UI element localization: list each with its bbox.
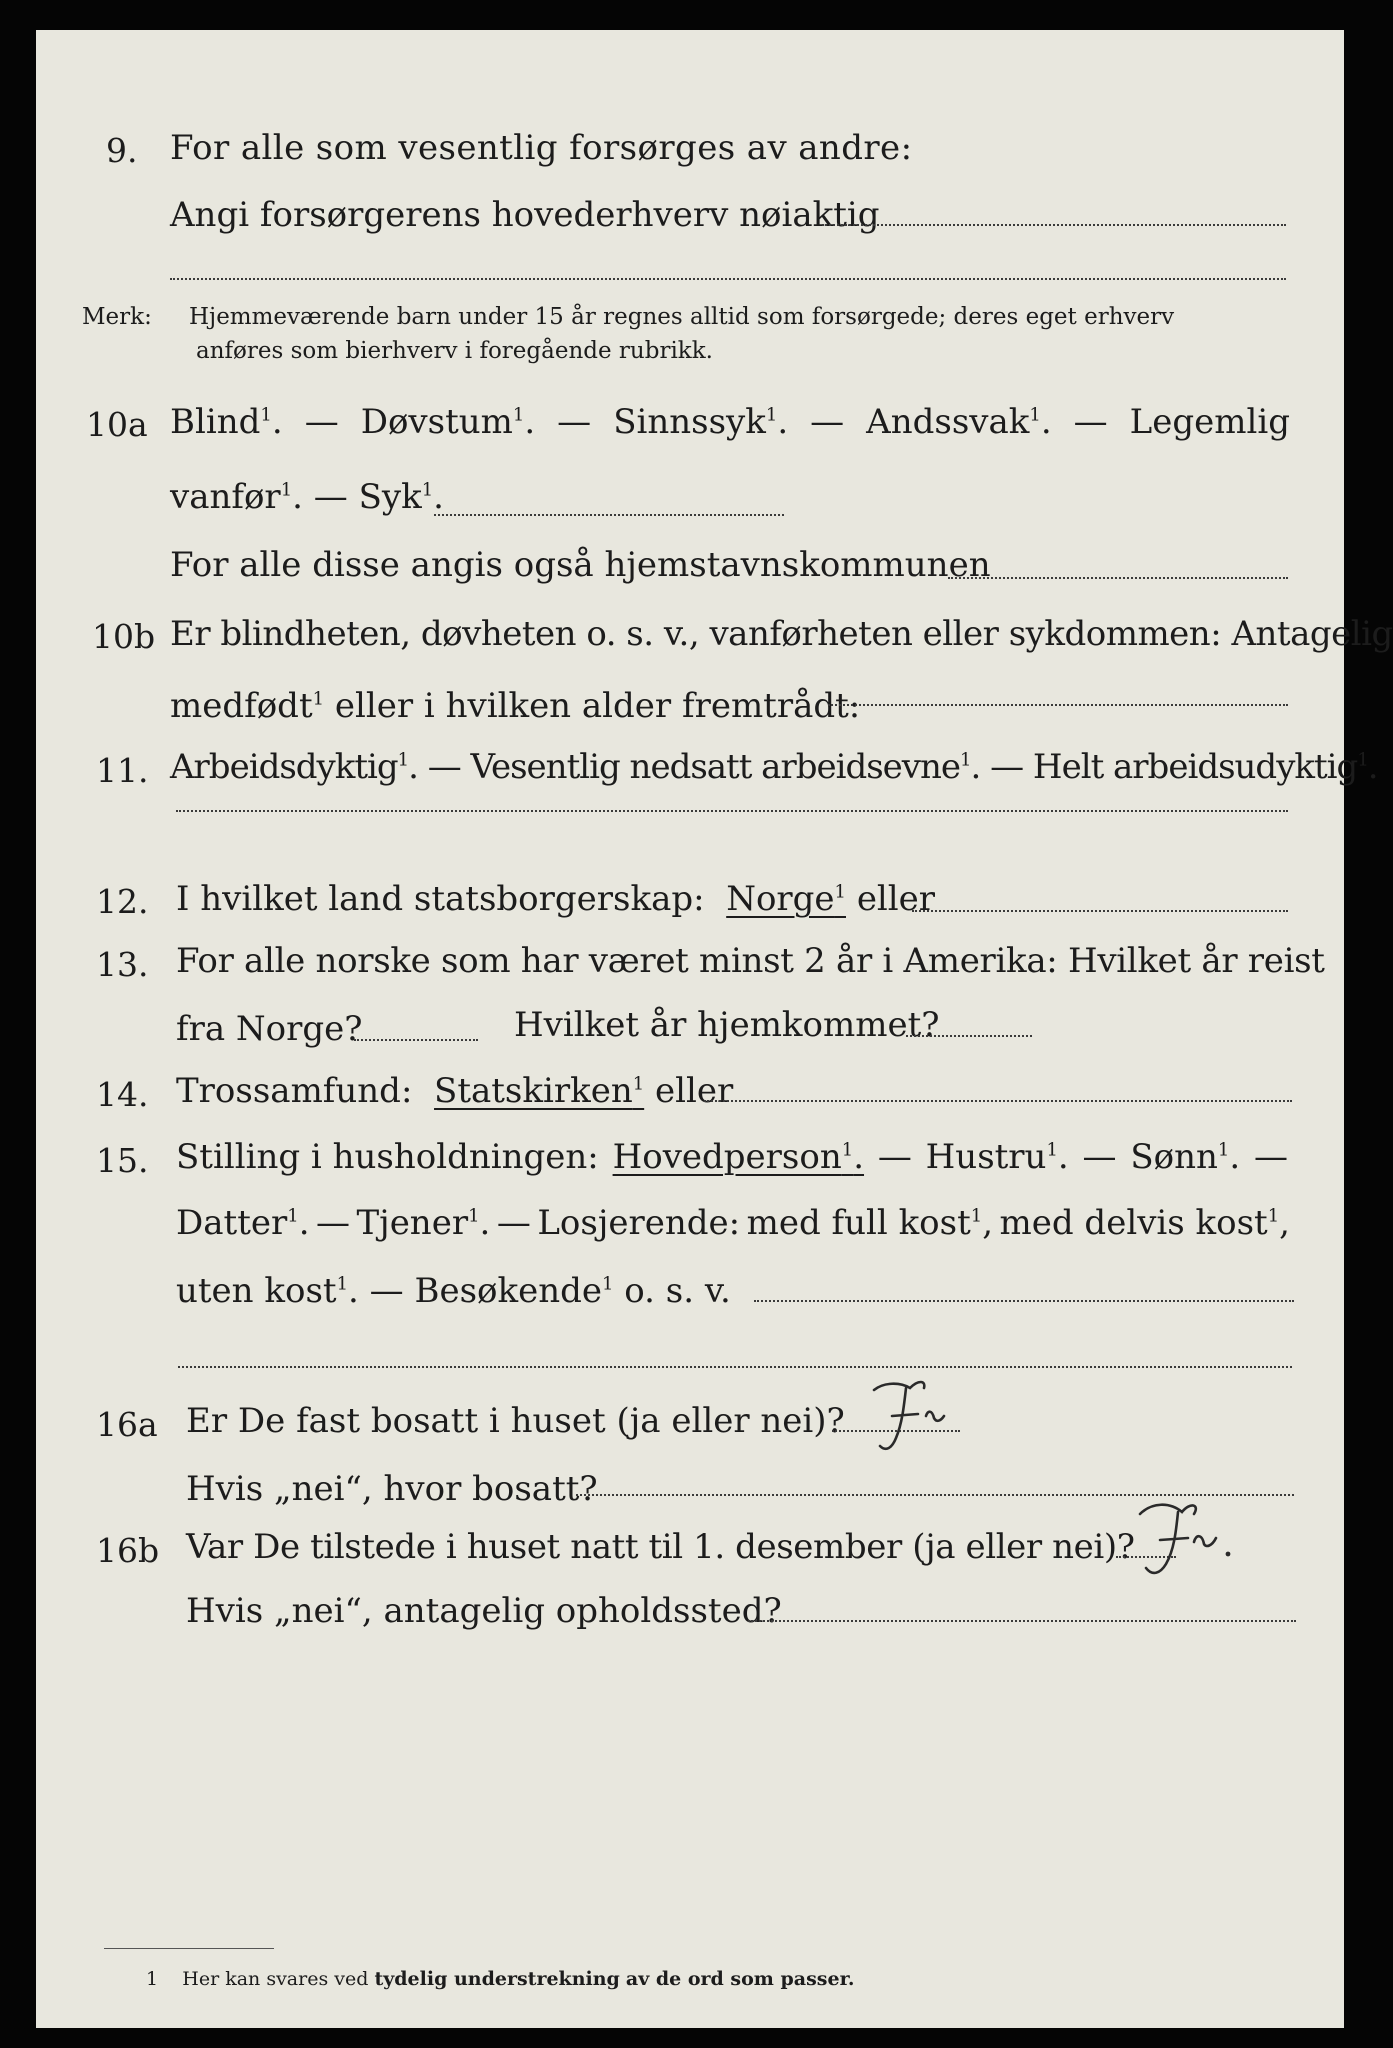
q11-answer-line: [176, 810, 1288, 812]
q15-number: 15.: [96, 1141, 149, 1180]
svg-text:Ja: Ja: [926, 1434, 927, 1435]
q10b-line2: medfødt$^1$ eller i hvilken alder fremtrådt:: [170, 686, 861, 726]
q15-sep: —: [315, 1203, 350, 1243]
q10a-sep: —: [304, 402, 339, 442]
q10a-line3: For alle disse angis også hjemstavnskommunen: [170, 545, 991, 585]
q15-lead: Stilling i husholdningen:: [176, 1137, 599, 1177]
q10a-vanfor: vanfør$^1$.: [170, 477, 303, 517]
q16b-number: 16b: [96, 1531, 160, 1570]
q11-udyktig: Helt arbeidsudyktig$^1$.: [1032, 747, 1378, 787]
q10a-hjemstavn-answer-line: [948, 577, 1288, 579]
q11-line1: Arbeidsdyktig$^1$. — Vesentlig nedsatt arbeidsevne$^1$. — Helt arbeidsudyktig$^1$.: [170, 747, 1378, 787]
q15-losjerende: Losjerende:: [537, 1203, 741, 1243]
q15-delvis-kost: med delvis kost$^1$,: [999, 1203, 1290, 1243]
q10a-sep: —: [810, 402, 845, 442]
q10a-syk-answer-line: [434, 514, 784, 516]
q10b-answer-line: [828, 704, 1288, 706]
q15-line1: [176, 1137, 1288, 1177]
q11-number: 11.: [96, 751, 149, 790]
q12-norge-underlined: Norge$^1$: [726, 879, 846, 919]
q10a-sep: —: [1073, 402, 1108, 442]
q15-sep: —: [1253, 1137, 1288, 1177]
q9-line2: Angi forsørgerens hovederhverv nøiaktig: [170, 195, 880, 235]
q10a-number: 10a: [86, 405, 148, 444]
q13-hjem-answer-line: [906, 1035, 1032, 1037]
q11-nedsatt: Vesentlig nedsatt arbeidsevne$^1$.: [470, 747, 981, 787]
q12-line: I hvilket land statsborgerskap: Norge$^1$ eller: [176, 879, 936, 919]
q16a-number: 16a: [96, 1405, 158, 1444]
q15-sep: —: [877, 1137, 912, 1177]
handwritten-ja-16b: [1130, 1492, 1240, 1592]
q10a-dovstum: Døvstum$^1$.: [360, 402, 536, 442]
q9-answer-line: [822, 224, 1286, 226]
q15-sep: —: [496, 1203, 531, 1243]
q12-number: 12.: [96, 882, 149, 921]
q16b-line1: Var De tilstede i huset natt til 1. desember (ja eller nei)?: [186, 1527, 1135, 1567]
q13-number: 13.: [96, 945, 149, 984]
q15-uten-kost: uten kost$^1$.: [176, 1271, 359, 1311]
q10a-line2: vanfør$^1$. — Syk$^1$.: [170, 477, 444, 517]
q10a-line1: [170, 402, 1290, 442]
q14-number: 14.: [96, 1075, 149, 1114]
q9-number: 9.: [106, 131, 138, 170]
q15-datter: Datter$^1$.: [176, 1203, 310, 1243]
q15-hustru: Hustru$^1$.: [925, 1137, 1069, 1177]
q14-statskirken-underlined: Statskirken$^1$: [434, 1071, 645, 1111]
q15-tjener: Tjener$^1$.: [356, 1203, 491, 1243]
q15-sonn: Sønn$^1$.: [1130, 1137, 1241, 1177]
census-form-page: [36, 30, 1393, 2028]
q10a-andssvak: Andssvak$^1$.: [866, 402, 1052, 442]
handwritten-ja-16a: [866, 1376, 966, 1466]
q15-answer-line-2: [178, 1366, 1292, 1368]
q13-hjemkommet: Hvilket år hjemkommet?: [514, 1005, 940, 1045]
q14-answer-line: [704, 1100, 1292, 1102]
q15-line2: [176, 1203, 1290, 1243]
q15-sep: —: [1082, 1137, 1117, 1177]
q10b-line1: Er blindheten, døvheten o. s. v., vanførheten eller sykdommen: Antagelig: [170, 614, 1393, 654]
q10a-legemlig: Legemlig: [1129, 402, 1290, 442]
q13-fra-norge: fra Norge?: [176, 1009, 363, 1049]
q15-besokende: Besøkende$^1$: [414, 1271, 614, 1311]
q16a-line1: Er De fast bosatt i huset (ja eller nei)?: [186, 1401, 845, 1441]
q9-line1: For alle som vesentlig forsørges av andre:: [170, 128, 913, 168]
merk-line2: anføres som bierhverv i foregående rubrikk.: [196, 338, 713, 364]
q11-arbeidsdyktig: Arbeidsdyktig$^1$.: [170, 747, 418, 787]
q10a-syk: Syk$^1$.: [358, 477, 444, 517]
footnote: 1 Her kan svares ved tydelig understrekning av de ord som passer.: [146, 1968, 855, 1990]
q13-reist-answer-line: [354, 1039, 478, 1041]
q12-answer-line: [912, 910, 1288, 912]
q13-line1: For alle norske som har været minst 2 år i Amerika: Hvilket år reist: [176, 941, 1325, 981]
merk-label: Merk:: [82, 304, 152, 330]
q15-hovedperson-underlined: Hovedperson$^1$.: [612, 1137, 865, 1177]
q15-line3: uten kost$^1$. — Besøkende$^1$ o. s. v.: [176, 1271, 731, 1311]
q10a-blind: Blind$^1$.: [170, 402, 283, 442]
footnote-rule: [104, 1948, 274, 1949]
q10a-sep: —: [557, 402, 592, 442]
q10b-number: 10b: [92, 617, 156, 656]
q14-line: Trossamfund: Statskirken$^1$ eller: [176, 1071, 734, 1111]
q15-answer-line: [754, 1300, 1294, 1302]
q9-answer-line-2: [170, 278, 1286, 280]
merk-line1: Hjemmeværende barn under 15 år regnes alltid som forsørgede; deres eget erhverv: [189, 304, 1175, 330]
q16a-line2: Hvis „nei“, hvor bosatt?: [186, 1469, 598, 1509]
q15-full-kost: med full kost$^1$,: [746, 1203, 994, 1243]
q10a-sinnssyk: Sinnssyk$^1$.: [613, 402, 789, 442]
q16b-line2: Hvis „nei“, antagelig opholdssted?: [186, 1591, 782, 1631]
q16b-answer-line: [748, 1620, 1296, 1622]
